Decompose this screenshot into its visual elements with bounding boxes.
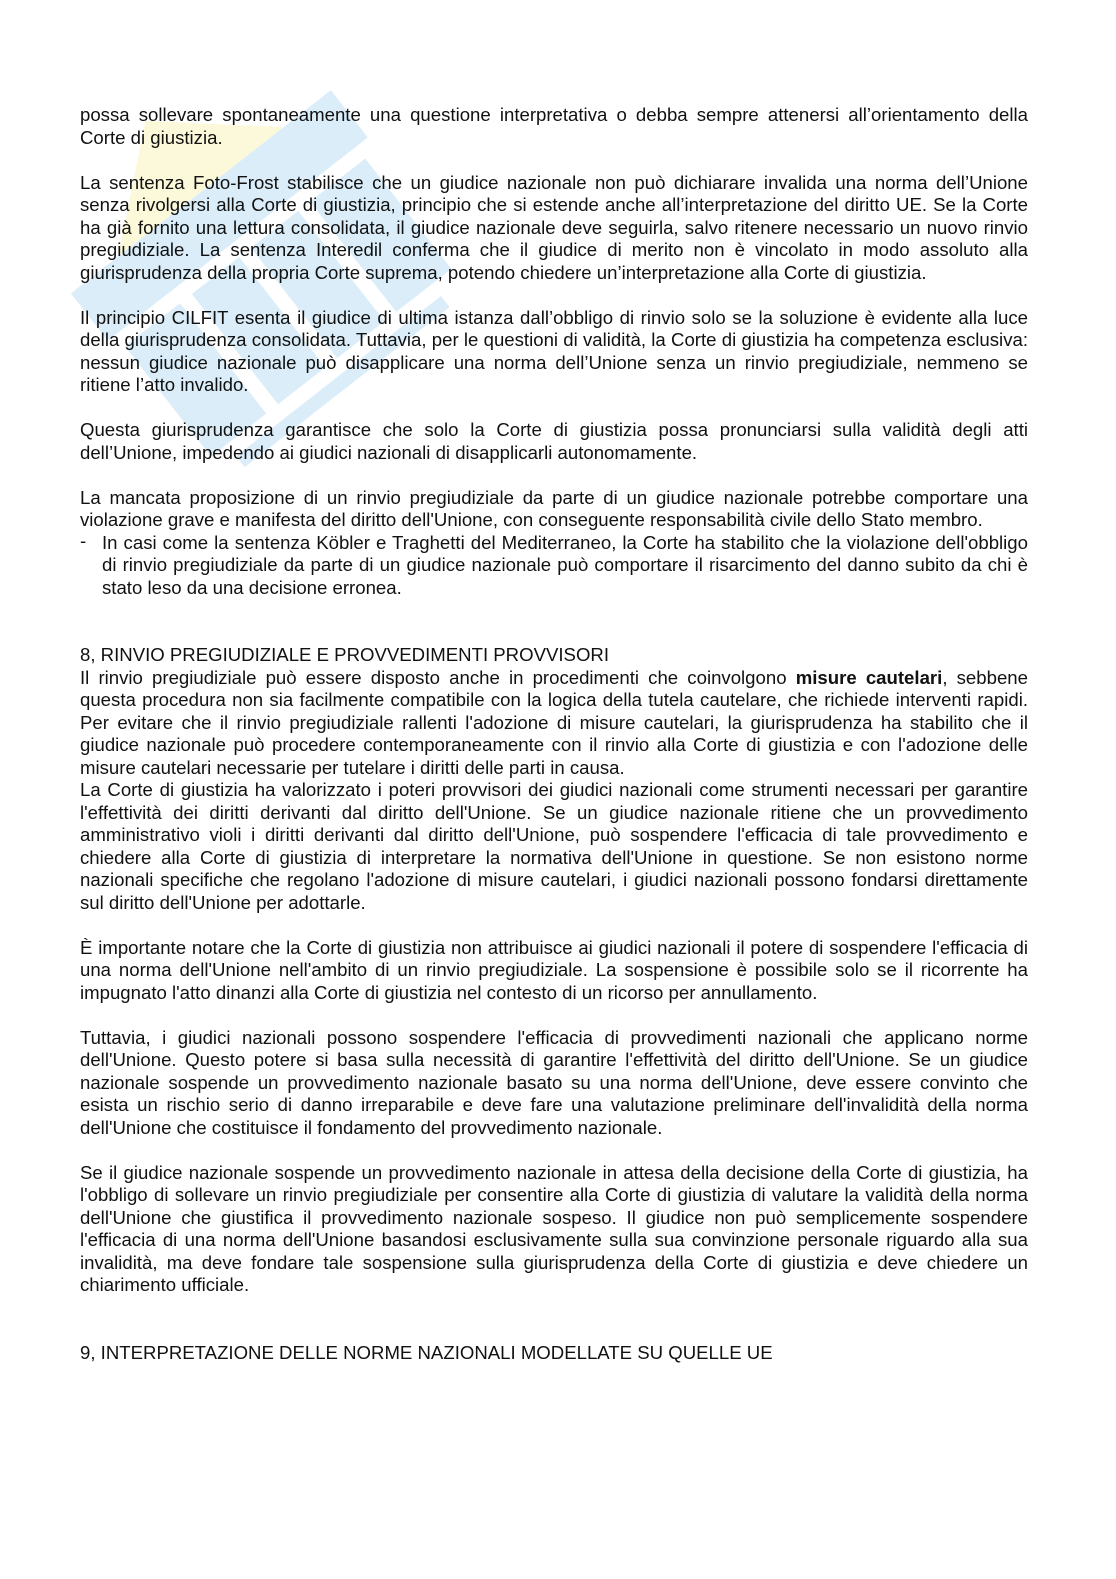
paragraph-provvedimenti-nazionali: Tuttavia, i giudici nazionali possono sospendere l'efficacia di provvedimenti nazionali che applicano norme dell'Unione. Questo potere si basa sulla necessità di garantire l'effettività del diritto dell'Unione. Se un giudice nazionale sospende un provvedimento nazionale basato su una norma dell'Unione, deve essere convinto che esista un rischio serio di danno irreparabile e deve fare una valutazione preliminare dell'invalidità della norma dell'Unione che costituisce il fondamento del provvedimento nazionale. [80,1026,1028,1138]
section-9-heading: 9, INTERPRETAZIONE DELLE NORME NAZIONALI MODELLATE SU QUELLE UE [80,1341,773,1363]
paragraph-validity-exclusive: Questa giurisprudenza garantisce che solo la Corte di giustizia possa pronunciarsi sulla validità degli atti dell’Unione, impedendo ai giudici nazionali di disapplicarli autonomamente. [80,419,1028,463]
section-8-heading: 8, RINVIO PREGIUDIZIALE E PROVVEDIMENTI PROVVISORI [80,644,609,665]
paragraph-cilfit: Il principio CILFIT esenta il giudice di ultima istanza dall’obbligo di rinvio solo se la soluzione è evidente alla luce della giurisprudenza consolidata. Tuttavia, per le questioni di validità, la Corte di giustizia ha competenza esclusiva: nessun giudice nazionale può disapplicare una norma dell’Unione senza un rinvio pregiudiziale, nemmeno se ritiene l’atto invalido. [80,306,1028,395]
list-item [80,529,1028,600]
list-item-text: In casi come la sentenza Köbler e Traghetti del Mediterraneo, la Corte ha stabilito che la violazione dell'obbligo di rinvio pregiudiziale da parte di un giudice nazionale può comportare il risarcimento del danno subito da chi è stato leso da una decisione erronea. [102,531,1028,598]
bold-term: misure cautelari [795,666,943,688]
list-bullet: - [80,529,87,551]
paragraph-state-liability: La mancata proposizione di un rinvio pregiudiziale da parte di un giudice nazionale potrebbe comportare una violazione grave e manifesta del diritto dell'Unione, con conseguente responsabilità civile dello Stato membro. [80,486,1028,530]
paragraph-sospensione-norma-ue: È importante notare che la Corte di giustizia non attribuisce ai giudici nazionali il potere di sospendere l'efficacia di una norma dell'Unione nell'ambito di un rinvio pregiudiziale. La sospensione è possibile solo se il ricorrente ha impugnato l'atto dinanzi alla Corte di giustizia nel contesto di un ricorso per annullamento. [80,936,1028,1003]
paragraph-obbligo-rinvio: Se il giudice nazionale sospende un provvedimento nazionale in attesa della decisione della Corte di giustizia, ha l'obbligo di sollevare un rinvio pregiudiziale per consentire alla Corte di giustizia di valutare la validità della norma dell'Unione che giustifica il provvedimento nazionale sospeso. Il giudice non può semplicemente sospendere l'efficacia di una norma dell'Unione basandosi esclusivamente sulla sua convinzione personale riguardo alla sua invalidità, ma deve fondare tale sospensione sulla giurisprudenza della Corte di giustizia e deve chiedere un chiarimento ufficiale. [80,1161,1028,1295]
paragraph-misure-cautelari: Il rinvio pregiudiziale può essere disposto anche in procedimenti che coinvolgono misure cautelari, sebbene questa procedura non sia facilmente compatibile con la logica della tutela cautelare, che richiede interventi rapidi. Per evitare che il rinvio pregiudiziale rallenti l'adozione di misure cautelari, la giurisprudenza ha stabilito che il giudice nazionale può procedere contemporaneamente con il rinvio alla Corte di giustizia e con l'adozione delle misure cautelari necessarie per tutelare i diritti delle parti in causa. [80,666,1028,778]
paragraph-poteri-provvisori: La Corte di giustizia ha valorizzato i poteri provvisori dei giudici nazionali come strumenti necessari per garantire l'effettività dei diritti derivanti dal diritto dell'Unione. Se un giudice nazionale ritiene che un provvedimento amministrativo violi i diritti derivanti dal diritto dell'Unione, può sospendere l'efficacia di tale provvedimento e chiedere alla Corte di giustizia di interpretare la normativa dell'Unione in questione. Se non esistono norme nazionali specifiche che regolano l'adozione di misure cautelari, i giudici nazionali possono fondarsi direttamente sul diritto dell'Unione per adottarle. [80,779,1028,913]
document-page [80,104,1028,1364]
paragraph-validity-question: possa sollevare spontaneamente una questione interpretativa o debba sempre attenersi all’orientamento della Corte di giustizia. [80,104,1028,148]
paragraph-foto-frost: La sentenza Foto-Frost stabilisce che un giudice nazionale non può dichiarare invalida una norma dell’Unione senza rivolgersi alla Corte di giustizia, principio che si estende anche all’interpretazione del diritto UE. Se la Corte ha già fornito una lettura consolidata, il giudice nazionale deve seguirla, salvo ritenere necessario un nuovo rinvio pregiudiziale. La sentenza Interedil conferma che il giudice di merito non è vincolato in modo assoluto alla giurisprudenza della propria Corte suprema, potendo chiedere un’interpretazione alla Corte di giustizia. [80,171,1028,283]
